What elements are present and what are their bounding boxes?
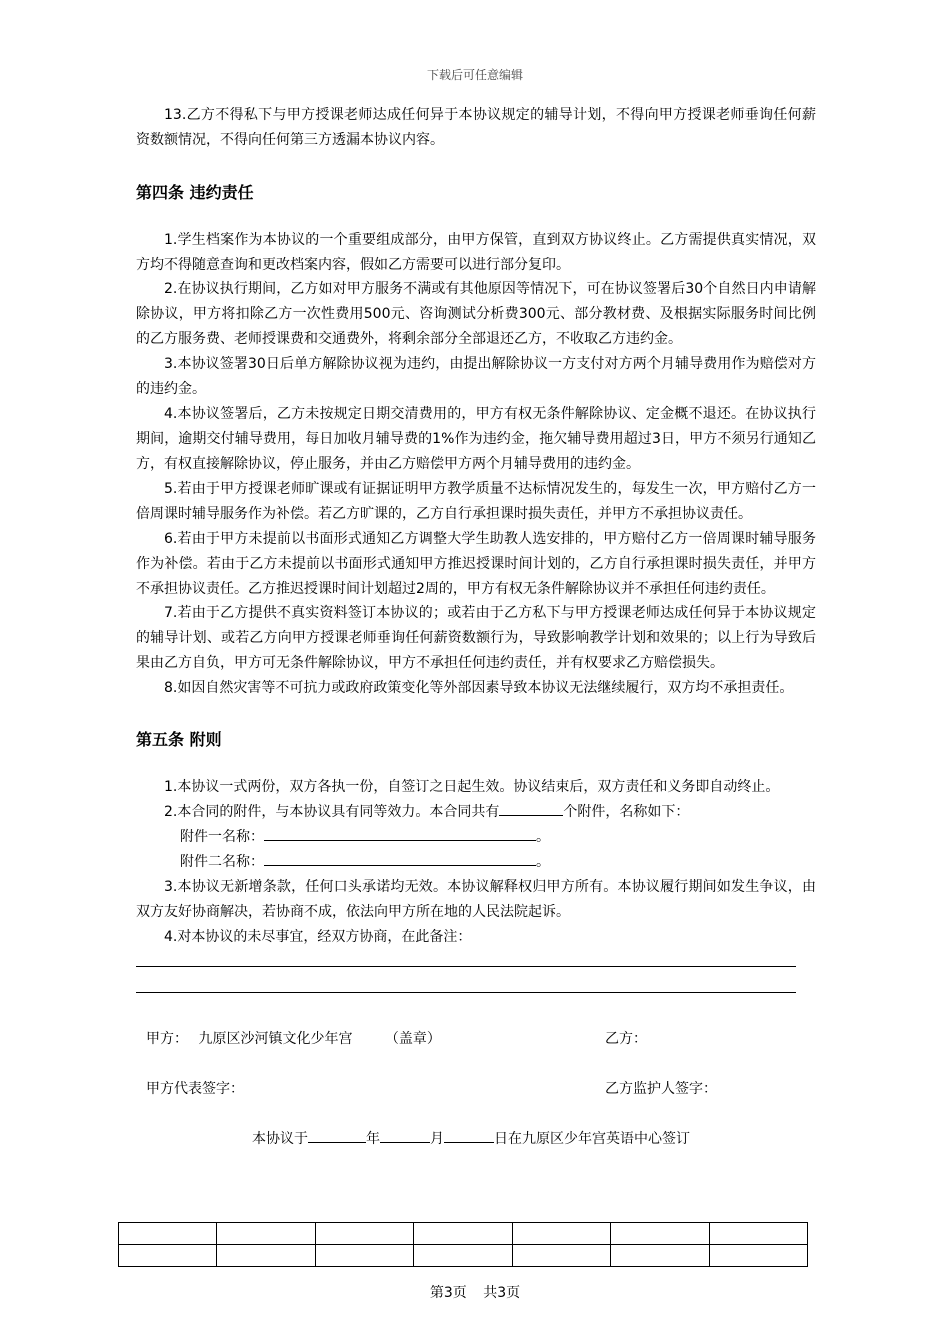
article-4-item-4: 4.本协议签署后，乙方未按规定日期交清费用的，甲方有权无条件解除协议、定金概不退还。在协议执行期间，逾期交付辅导费用，每日加收月辅导费的1%作为违约金，拖欠辅导费用超过3日，甲方不须另行通知乙方，有权直接解除协议，停止服务，并由乙方赔偿甲方两个月辅导费用的违约金。: [136, 406, 816, 472]
party-a-label: 甲方：: [146, 1031, 188, 1047]
page-number: 第3页: [429, 1285, 467, 1301]
attachment-2-blank: [264, 851, 536, 866]
article-4-item-5: 5.若由于甲方授课老师旷课或有证据证明甲方教学质量不达标情况发生的，每发生一次，甲方赔付乙方一倍周课时辅导服务作为补偿。若乙方旷课的，乙方自行承担课时损失责任，并甲方不承担协议责任。: [136, 481, 816, 522]
party-b-label: 乙方：: [605, 1031, 647, 1047]
page-total: 共3页: [483, 1285, 521, 1301]
clause-13: 13.乙方不得私下与甲方授课老师达成任何异于本协议规定的辅导计划，不得向甲方授课老师垂询任何薪资数额情况，不得向任何第三方透漏本协议内容。: [136, 107, 816, 148]
attachment-1-period: 。: [536, 829, 550, 845]
year-blank: [308, 1128, 366, 1143]
attachment-1-line: [180, 825, 550, 850]
attachment-2-line: [180, 850, 550, 875]
page-footer: [0, 1282, 950, 1302]
table-cell: [217, 1223, 315, 1245]
article-4-item-1: 1.学生档案作为本协议的一个重要组成部分，由甲方保管，直到双方协议终止。乙方需提供真实情况，双方均不得随意查询和更改档案内容，假如乙方需要可以进行部分复印。: [136, 232, 816, 273]
table-cell: [217, 1245, 315, 1267]
table-cell: [611, 1245, 709, 1267]
attachment-count-blank: [499, 801, 563, 816]
table-cell: [119, 1245, 217, 1267]
attachment-1-label: 附件一名称：: [180, 829, 264, 845]
article-4-item-8: 8.如因自然灾害等不可抗力或政府政策变化等外部因素导致本协议无法继续履行，双方均不承担责任。: [164, 680, 794, 696]
footer-grid-table: [118, 1222, 808, 1267]
table-cell: [512, 1223, 610, 1245]
party-a-representative-signature: 甲方代表签字：: [146, 1081, 244, 1097]
page-header: 下载后可任意编辑: [426, 68, 523, 82]
year-label: 年: [366, 1131, 380, 1147]
party-a-name: 九原区沙河镇文化少年宫: [198, 1031, 353, 1047]
signing-date-line: [252, 1128, 690, 1148]
month-label: 月: [430, 1131, 444, 1147]
month-blank: [380, 1128, 430, 1143]
attachment-1-blank: [264, 826, 536, 841]
article-4-heading: 第四条 违约责任: [136, 183, 254, 202]
article-5-item-3: 3.本协议无新增条款，任何口头承诺均无效。本协议解释权归甲方所有。本协议履行期间如发生争议，由双方友好协商解决，若协商不成，依法向甲方所在地的人民法院起诉。: [136, 879, 816, 920]
day-suffix: 日在九原区少年宫英语中心签订: [494, 1131, 690, 1147]
article-5-item-4: 4.对本协议的未尽事宜，经双方协商，在此备注：: [164, 929, 472, 945]
article-5-heading: 第五条 附则: [136, 730, 222, 749]
table-cell: [119, 1223, 217, 1245]
table-cell: [709, 1223, 807, 1245]
party-b-guardian-signature: 乙方监护人签字：: [605, 1081, 717, 1097]
article-4-item-7: 7.若由于乙方提供不真实资料签订本协议的；或若由于乙方私下与甲方授课老师达成任何异于本协议规定的辅导计划、或若乙方向甲方授课老师垂询任何薪资数额行为，导致影响教学计划和效果的；以上行为导致后果由乙方自负，甲方可无条件解除协议，甲方不承担任何违约责任，并有权要求乙方赔偿损失。: [136, 605, 816, 671]
article-5-item-2: [136, 800, 816, 825]
table-cell: [414, 1245, 512, 1267]
table-row: [119, 1245, 808, 1267]
attachment-2-period: 。: [536, 854, 550, 870]
party-a: [146, 1028, 441, 1048]
table-cell: [512, 1245, 610, 1267]
table-cell: [315, 1223, 413, 1245]
table-cell: [611, 1223, 709, 1245]
article-4-item-6: 6.若由于甲方未提前以书面形式通知乙方调整大学生助教人选安排的，甲方赔付乙方一倍周课时辅导服务作为补偿。若由于乙方未提前以书面形式通知甲方推迟授课时间计划的，乙方自行承担课时损失责任，并甲方不承担协议责任。乙方推迟授课时间计划超过2周的，甲方有权无条件解除协议并不承担任何违约责任。: [136, 531, 816, 597]
table-cell: [709, 1245, 807, 1267]
table-cell: [414, 1223, 512, 1245]
attachment-2-label: 附件二名称：: [180, 854, 264, 870]
article-4-item-2: 2.在协议执行期间，乙方如对甲方服务不满或有其他原因等情况下，可在协议签署后30个自然日内申请解除协议，甲方将扣除乙方一次性费用500元、咨询测试分析费300元、部分教材费、及根据实际服务时间比例的乙方服务费、老师授课费和交通费外，将剩余部分全部退还乙方，不收取乙方违约金。: [136, 281, 816, 347]
date-prefix: 本协议于: [252, 1131, 308, 1147]
table-cell: [315, 1245, 413, 1267]
article-4-item-3: 3.本协议签署30日后单方解除协议视为违约，由提出解除协议一方支付对方两个月辅导费用作为赔偿对方的违约金。: [136, 356, 816, 397]
article-5-item-1: 1.本协议一式两份，双方各执一份，自签订之日起生效。协议结束后，双方责任和义务即自动终止。: [164, 779, 780, 795]
remark-line-1: [136, 966, 796, 967]
table-row: [119, 1223, 808, 1245]
seal-note: （盖章）: [384, 1031, 441, 1047]
day-blank: [444, 1128, 494, 1143]
remark-line-2: [136, 992, 796, 993]
item-2-prefix: 2.本合同的附件，与本协议具有同等效力。本合同共有: [164, 804, 500, 820]
item-2-suffix: 个附件，名称如下：: [563, 804, 690, 820]
